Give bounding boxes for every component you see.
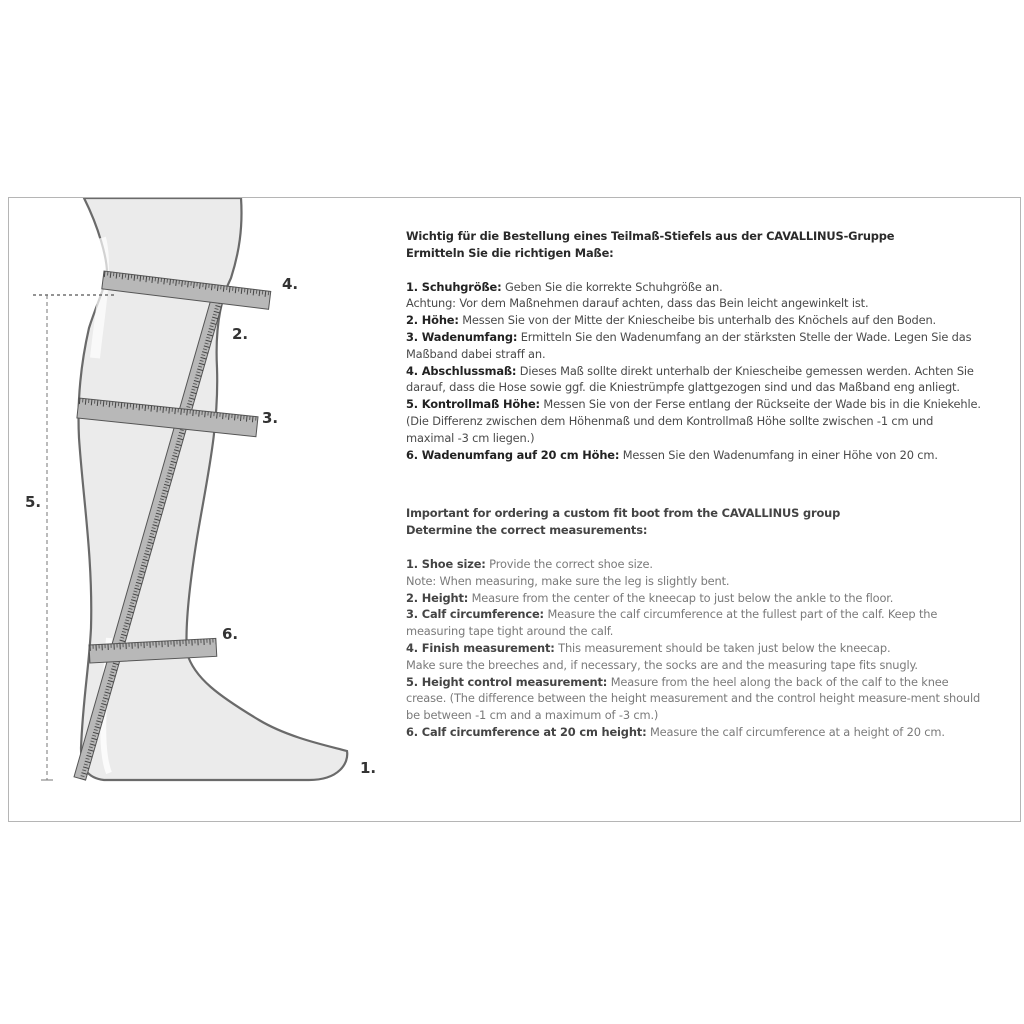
german-item: 3. Wadenumfang: Ermitteln Sie den Wadenumfang an der stärksten Stelle der Wade. Legen Sie das Maßband dabei straff an. <box>406 329 972 361</box>
marker-4: 4. <box>282 275 299 293</box>
german-item: 5. Kontrollmaß Höhe: Messen Sie von der Ferse entlang der Rückseite der Wade bis in die Kniekehle. (Die Differenz zwischen dem Höhenmaß und dem Kontrollmaß Höhe sollte zwischen -1 cm und maximal -3 cm liegen.) <box>406 397 981 445</box>
english-item: Make sure the breeches and, if necessary, the socks are and the measuring tape fits snugly. <box>406 657 918 672</box>
english-item: Note: When measuring, make sure the leg is slightly bent. <box>406 573 730 588</box>
leg-measurement-illustration <box>9 198 399 818</box>
english-item: 4. Finish measurement: This measurement should be taken just below the kneecap. <box>406 640 891 655</box>
marker-2: 2. <box>232 325 249 343</box>
marker-6: 6. <box>222 625 239 643</box>
instructions-panel <box>406 228 981 741</box>
english-instructions <box>406 505 981 740</box>
german-item: Achtung: Vor dem Maßnehmen darauf achten, dass das Bein leicht angewinkelt ist. <box>406 296 869 311</box>
english-heading-2: Determine the correct measurements: <box>406 523 648 538</box>
marker-1: 1. <box>360 759 377 777</box>
english-item: 3. Calf circumference: Measure the calf circumference at the fullest part of the calf. Keep the measuring tape tight around the calf. <box>406 607 938 639</box>
measurement-guide-card <box>8 197 1021 822</box>
english-item: 1. Shoe size: Provide the correct shoe size. <box>406 556 653 571</box>
marker-3: 3. <box>262 409 279 427</box>
german-instructions <box>406 228 981 463</box>
marker-5: 5. <box>25 493 42 511</box>
english-heading-1: Important for ordering a custom fit boot from the CAVALLINUS group <box>406 506 841 521</box>
english-item: 5. Height control measurement: Measure from the heel along the back of the calf to the knee crease. (The difference between the height measurement and the control height measure-ment should be between -1 cm and a maximum of -3 cm.) <box>406 674 981 723</box>
english-item: 6. Calf circumference at 20 cm height: Measure the calf circumference at a height of 20 cm. <box>406 724 945 739</box>
german-item: 4. Abschlussmaß: Dieses Maß sollte direkt unterhalb der Kniescheibe gemessen werden. Achten Sie darauf, dass die Hose sowie ggf. die Kniestrümpfe glattgezogen sind und das Maßband eng anliegt. <box>406 363 974 395</box>
german-item: 1. Schuhgröße: Geben Sie die korrekte Schuhgröße an. <box>406 279 723 294</box>
german-heading-1: Wichtig für die Bestellung eines Teilmaß-Stiefels aus der CAVALLINUS-Gruppe <box>406 229 895 243</box>
german-item: 6. Wadenumfang auf 20 cm Höhe: Messen Sie den Wadenumfang in einer Höhe von 20 cm. <box>406 447 938 462</box>
german-heading-2: Ermitteln Sie die richtigen Maße: <box>406 245 614 260</box>
german-item: 2. Höhe: Messen Sie von der Mitte der Kniescheibe bis unterhalb des Knöchels auf den Boden. <box>406 313 937 328</box>
english-item: 2. Height: Measure from the center of the kneecap to just below the ankle to the floor. <box>406 590 894 605</box>
